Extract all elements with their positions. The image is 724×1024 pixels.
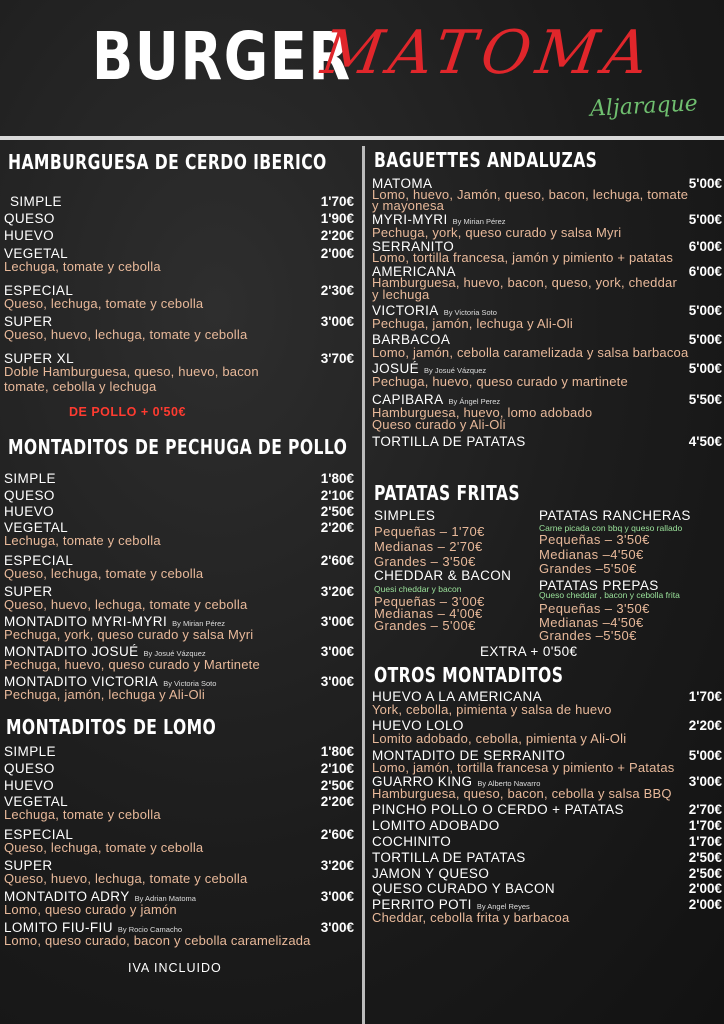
item-name: ESPECIAL	[4, 827, 74, 842]
item-name: MONTADITO VICTORIA	[4, 674, 159, 689]
item-description: Doble Hamburguesa, queso, huevo, bacon	[4, 364, 259, 379]
patatas-rancheras: PATATAS RANCHERAS	[539, 508, 691, 523]
size-price: Grandes – 5'00€	[374, 618, 476, 633]
item-description: Lomo, tortilla francesa, jamón y pimiento + patatas	[372, 250, 674, 265]
item-description: Pechuga, york, queso curado y salsa Myri	[372, 225, 622, 240]
item-price: 2'30€	[320, 283, 354, 298]
item-name: MATOMA	[372, 176, 433, 191]
item-name: ESPECIAL	[4, 553, 74, 568]
item-author: By Victoria Soto	[163, 679, 217, 688]
item-name: JOSUÉ	[372, 361, 420, 376]
item-name: COCHINITO	[372, 834, 452, 849]
item-author: By Mirian Pérez	[172, 619, 226, 628]
item-description: Queso curado y Ali-Oli	[372, 417, 506, 432]
item-description: Lomo, jamón, tortilla francesa y pimiento + Patatas	[372, 760, 675, 775]
item-description: Queso, huevo, lechuga, tomate y cebolla	[4, 327, 248, 342]
item-name: MYRI-MYRI	[372, 212, 448, 227]
item-name: SIMPLE	[10, 194, 62, 209]
item-name: JAMON Y QUESO	[372, 866, 490, 881]
section-title-otros: OTROS MONTADITOS	[374, 663, 564, 687]
item-price: 6'00€	[688, 264, 722, 279]
item-price: 2'00€	[688, 897, 722, 912]
brand-matoma: MATOMA	[317, 18, 659, 88]
item-name: CAPIBARA	[372, 392, 444, 407]
item-price: 4'50€	[688, 434, 722, 449]
item-name: LOMITO FIU-FIU	[4, 920, 113, 935]
item-description: Queso, huevo, lechuga, tomate y cebolla	[4, 597, 248, 612]
size-price: Grandes – 3'50€	[374, 554, 476, 569]
item-price: 5'00€	[688, 748, 722, 763]
item-name: HUEVO	[4, 228, 55, 243]
item-author: By Josué Vázquez	[424, 366, 487, 375]
promo-pollo: DE POLLO + 0'50€	[69, 405, 186, 419]
item-name: QUESO CURADO Y BACON	[372, 881, 556, 896]
item-description: Hamburguesa, huevo, lomo adobado	[372, 405, 593, 420]
item-author: By Angel Reyes	[476, 902, 530, 911]
item-name: SIMPLE	[4, 744, 56, 759]
item-name: VEGETAL	[4, 520, 69, 535]
item-description: Lechuga, tomate y cebolla	[4, 259, 161, 274]
item-price: 1'70€	[688, 689, 722, 704]
item-price: 5'00€	[688, 361, 722, 376]
item-price: 3'00€	[320, 889, 354, 904]
item-price: 1'70€	[688, 834, 722, 849]
item-description: Lomo, jamón, cebolla caramelizada y salsa barbacoa	[372, 345, 689, 360]
section-title-hamburguesa: HAMBURGUESA DE CERDO IBERICO	[8, 150, 327, 174]
item-description: Pechuga, huevo, queso curado y Martinete	[4, 657, 260, 672]
item-name: QUESO	[4, 761, 55, 776]
patatas-prepas: PATATAS PREPAS	[539, 578, 659, 593]
item-description: Lomo, huevo, Jamón, queso, bacon, lechuga, tomate	[372, 187, 689, 202]
item-price: 2'20€	[320, 794, 354, 809]
item-price: 2'10€	[320, 488, 354, 503]
item-price: 5'50€	[688, 392, 722, 407]
header	[0, 0, 724, 140]
size-price: Medianas –4'50€	[539, 615, 644, 630]
size-price: Grandes –5'50€	[539, 628, 637, 643]
item-price: 2'20€	[320, 520, 354, 535]
item-description: Queso, lechuga, tomate y cebolla	[4, 296, 204, 311]
patatas-cheddar: CHEDDAR & BACON	[374, 568, 512, 583]
item-description: Lomo, queso curado, bacon y cebolla caramelizada	[4, 933, 311, 948]
item-name: HUEVO	[4, 778, 55, 793]
item-description: y lechuga	[372, 287, 430, 302]
item-description: Pechuga, jamón, lechuga y Ali-Oli	[372, 316, 573, 331]
item-description: y mayonesa	[372, 198, 445, 213]
item-price: 3'00€	[320, 920, 354, 935]
item-name: SUPER	[4, 858, 53, 873]
item-price: 5'00€	[688, 332, 722, 347]
item-price: 1'90€	[320, 211, 354, 226]
section-title-pollo: MONTADITOS DE PECHUGA DE POLLO	[8, 435, 348, 459]
item-name: TORTILLA DE PATATAS	[372, 434, 526, 449]
item-name: VEGETAL	[4, 794, 69, 809]
item-price: 2'10€	[320, 761, 354, 776]
item-description: Pechuga, huevo, queso curado y martinete	[372, 374, 628, 389]
size-price: Pequeñas – 3'50€	[539, 532, 650, 547]
item-description: Lechuga, tomate y cebolla	[4, 807, 161, 822]
item-price: 3'00€	[320, 674, 354, 689]
item-price: 2'50€	[688, 866, 722, 881]
brand-location: Aljaraque	[589, 91, 699, 122]
section-title-lomo: MONTADITOS DE LOMO	[6, 715, 217, 739]
section-title-baguettes: BAGUETTES ANDALUZAS	[374, 148, 598, 172]
size-price: Medianas –4'50€	[539, 547, 644, 562]
item-price: 2'60€	[320, 553, 354, 568]
item-description: Hamburguesa, huevo, bacon, queso, york, cheddar	[372, 275, 677, 290]
item-name: SERRANITO	[372, 239, 455, 254]
item-price: 2'20€	[320, 228, 354, 243]
item-name: PERRITO POTI	[372, 897, 472, 912]
size-price: Pequeñas – 3'00€	[374, 594, 485, 609]
patatas-prepas-sub: Queso cheddar , bacon y cebolla frita	[539, 590, 680, 600]
brand-burger: BURGER	[92, 18, 352, 95]
item-name: BARBACOA	[372, 332, 451, 347]
header-divider	[0, 136, 724, 140]
item-name: SIMPLE	[4, 471, 56, 486]
item-description: Hamburguesa, queso, bacon, cebolla y salsa BBQ	[372, 786, 672, 801]
item-name: VEGETAL	[4, 246, 69, 261]
item-name: PINCHO POLLO O CERDO + PATATAS	[372, 802, 624, 817]
item-name: QUESO	[4, 211, 55, 226]
patatas-extra: EXTRA + 0'50€	[480, 644, 578, 659]
size-price: Medianas – 2'70€	[374, 539, 483, 554]
item-price: 1'70€	[320, 194, 354, 209]
item-name: SUPER	[4, 584, 53, 599]
item-author: By Josué Vázquez	[143, 649, 206, 658]
item-price: 5'00€	[688, 176, 722, 191]
item-price: 2'00€	[320, 246, 354, 261]
item-name: HUEVO	[4, 504, 55, 519]
item-price: 3'00€	[688, 774, 722, 789]
item-price: 3'70€	[320, 351, 354, 366]
item-price: 5'00€	[688, 212, 722, 227]
item-price: 3'00€	[320, 314, 354, 329]
item-price: 2'70€	[688, 802, 722, 817]
section-title-patatas: PATATAS FRITAS	[374, 481, 521, 505]
item-description: Queso, lechuga, tomate y cebolla	[4, 566, 204, 581]
item-name: LOMITO ADOBADO	[372, 818, 500, 833]
item-name: ESPECIAL	[4, 283, 74, 298]
item-name: MONTADITO ADRY	[4, 889, 130, 904]
item-name: SUPER	[4, 314, 53, 329]
item-price: 1'70€	[688, 818, 722, 833]
item-price: 3'20€	[320, 858, 354, 873]
patatas-simples: SIMPLES	[374, 508, 436, 523]
item-price: 3'00€	[320, 644, 354, 659]
item-price: 6'00€	[688, 239, 722, 254]
size-price: Medianas – 4'00€	[374, 606, 483, 621]
item-name: MONTADITO MYRI-MYRI	[4, 614, 168, 629]
item-description: Queso, lechuga, tomate y cebolla	[4, 840, 204, 855]
item-price: 5'00€	[688, 303, 722, 318]
item-name: HUEVO A LA AMERICANA	[372, 689, 543, 704]
item-description: York, cebolla, pimienta y salsa de huevo	[372, 702, 612, 717]
item-description: Lechuga, tomate y cebolla	[4, 533, 161, 548]
item-price: 2'20€	[688, 718, 722, 733]
item-description: Queso, huevo, lechuga, tomate y cebolla	[4, 871, 248, 886]
item-name: GUARRO KING	[372, 774, 473, 789]
item-description: Lomo, queso curado y jamón	[4, 902, 177, 917]
patatas-rancheras-sub: Carne picada con bbq y queso rallado	[539, 523, 683, 533]
size-price: Pequeñas – 3'50€	[539, 601, 650, 616]
item-price: 2'50€	[320, 504, 354, 519]
item-name: QUESO	[4, 488, 55, 503]
item-price: 2'00€	[688, 881, 722, 896]
item-price: 1'80€	[320, 744, 354, 759]
item-name: VICTORIA	[372, 303, 439, 318]
item-description: Pechuga, jamón, lechuga y Ali-Oli	[4, 687, 205, 702]
item-price: 2'50€	[320, 778, 354, 793]
item-author: By Rocio Camacho	[117, 925, 183, 934]
item-description: tomate, cebolla y lechuga	[4, 379, 157, 394]
iva-note: IVA INCLUIDO	[128, 961, 222, 975]
item-name: MONTADITO JOSUÉ	[4, 644, 139, 659]
item-author: By Victoria Soto	[443, 308, 497, 317]
item-name: SUPER XL	[4, 351, 74, 366]
item-price: 2'60€	[320, 827, 354, 842]
item-description: Pechuga, york, queso curado y salsa Myri	[4, 627, 254, 642]
item-author: By Mirian Pérez	[452, 217, 506, 226]
item-price: 3'00€	[320, 614, 354, 629]
item-name: MONTADITO DE SERRANITO	[372, 748, 566, 763]
item-author: By Alberto Navarro	[477, 779, 541, 788]
item-price: 3'20€	[320, 584, 354, 599]
item-author: By Ángel Perez	[448, 397, 501, 406]
size-price: Pequeñas – 1'70€	[374, 524, 485, 539]
patatas-cheddar-sub: Quesi cheddar y bacon	[374, 584, 462, 594]
item-name: TORTILLA DE PATATAS	[372, 850, 526, 865]
item-name: HUEVO LOLO	[372, 718, 464, 733]
column-divider	[362, 146, 365, 1024]
item-price: 1'80€	[320, 471, 354, 486]
item-name: AMERICANA	[372, 264, 456, 279]
item-description: Lomito adobado, cebolla, pimienta y Ali-Oli	[372, 731, 627, 746]
item-description: Cheddar, cebolla frita y barbacoa	[372, 910, 570, 925]
size-price: Grandes –5'50€	[539, 561, 637, 576]
item-author: By Adrian Matoma	[134, 894, 196, 903]
item-price: 2'50€	[688, 850, 722, 865]
